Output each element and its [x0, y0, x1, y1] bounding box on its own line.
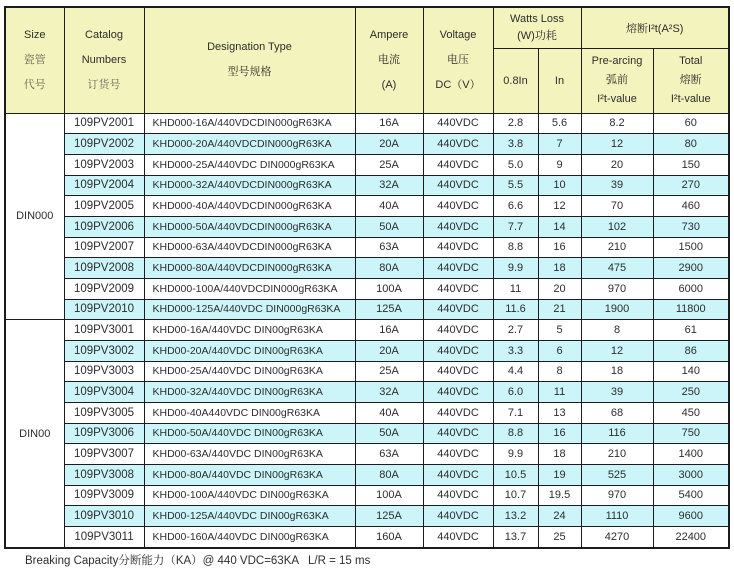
table-row [5, 258, 729, 279]
watts-in-cell: 21 [538, 299, 581, 320]
designation-cell: KHD000-16A/440VDCDIN000gR63KA [144, 113, 355, 134]
catalog-cell: 109PV2004 [64, 175, 144, 196]
prearcing-cell: 12 [581, 134, 653, 155]
col-header-catalog-en1: Catalog [85, 28, 123, 41]
col-header-voltage-en: Voltage [439, 28, 477, 41]
watts-08in-cell: 7.1 [493, 402, 538, 423]
col-header-watts-loss-en: Watts Loss [510, 12, 564, 25]
total-cell: 250 [653, 382, 729, 403]
total-cell: 750 [653, 423, 729, 444]
ampere-cell: 100A [355, 278, 423, 299]
ampere-cell: 32A [355, 175, 423, 196]
total-cell: 80 [653, 134, 729, 155]
total-cell: 3000 [653, 464, 729, 485]
prearcing-cell: 1110 [581, 506, 653, 527]
watts-in-cell: 5 [538, 320, 581, 341]
col-header-prearcing [581, 48, 653, 113]
prearcing-cell: 4270 [581, 526, 653, 548]
designation-cell: KHD000-63A/440VDCDIN000gR63KA [144, 237, 355, 258]
ampere-cell: 63A [355, 444, 423, 465]
catalog-cell: 109PV2005 [64, 196, 144, 217]
watts-in-cell: 20 [538, 278, 581, 299]
table-row [5, 526, 729, 548]
col-header-designation-cn: 型号规格 [227, 66, 272, 79]
ampere-cell: 125A [355, 506, 423, 527]
watts-in-cell: 13 [538, 402, 581, 423]
table-row [5, 382, 729, 403]
ampere-cell: 50A [355, 216, 423, 237]
designation-cell: KHD000-80A/440VDCDIN000gR63KA [144, 258, 355, 279]
voltage-cell: 440VDC [423, 154, 493, 175]
col-header-total-value: I²t-value [670, 93, 711, 105]
voltage-cell: 440VDC [423, 320, 493, 341]
designation-cell: KHD000-100A/440VDCDIN000gR63KA [144, 278, 355, 299]
catalog-cell: 109PV3008 [64, 464, 144, 485]
breaking-capacity-note: Breaking Capacity分断能力（KA）@ 440 VDC=63KA L/R = 15 ms [25, 555, 371, 567]
ampere-cell: 63A [355, 237, 423, 258]
col-header-voltage-cn: 电压 [447, 53, 469, 66]
watts-08in-cell: 10.7 [493, 485, 538, 506]
table-row [5, 506, 729, 527]
watts-in-cell: 9 [538, 154, 581, 175]
watts-in-cell: 11 [538, 382, 581, 403]
col-header-watts-loss-cn: (W)功耗 [517, 29, 557, 42]
size-cell: DIN00 [5, 320, 64, 548]
watts-in-cell: 24 [538, 506, 581, 527]
total-cell: 6000 [653, 278, 729, 299]
col-header-i2t-group: 熔断I²t(A²S) [581, 7, 729, 48]
group-0 [5, 113, 729, 320]
ampere-cell: 25A [355, 154, 423, 175]
designation-cell: KHD000-25A/440VDC DIN000gR63KA [144, 154, 355, 175]
catalog-cell: 109PV3006 [64, 423, 144, 444]
designation-cell: KHD000-125A/440VDC DIN000gR63KA [144, 299, 355, 320]
table-header [5, 7, 729, 113]
designation-cell: KHD000-40A/440VDCDIN000gR63KA [144, 196, 355, 217]
table-row [5, 134, 729, 155]
total-cell: 9600 [653, 506, 729, 527]
watts-08in-cell: 9.9 [493, 444, 538, 465]
col-header-ampere-en: Ampere [369, 28, 409, 41]
catalog-cell: 109PV3001 [64, 320, 144, 341]
table-row [5, 361, 729, 382]
watts-in-cell: 12 [538, 196, 581, 217]
total-cell: 730 [653, 216, 729, 237]
prearcing-cell: 475 [581, 258, 653, 279]
ampere-cell: 16A [355, 113, 423, 134]
designation-cell: KHD00-100A/440VDC DIN00gR63KA [144, 485, 355, 506]
voltage-cell: 440VDC [423, 444, 493, 465]
fuse-spec-table [4, 6, 730, 549]
watts-in-cell: 18 [538, 258, 581, 279]
voltage-cell: 440VDC [423, 299, 493, 320]
designation-cell: KHD000-20A/440VDCDIN000gR63KA [144, 134, 355, 155]
watts-in-cell: 14 [538, 216, 581, 237]
total-cell: 5400 [653, 485, 729, 506]
total-cell: 86 [653, 340, 729, 361]
prearcing-cell: 12 [581, 340, 653, 361]
col-header-ampere-cn: 电流 [378, 53, 400, 66]
designation-cell: KHD00-20A/440VDC DIN00gR63KA [144, 340, 355, 361]
total-cell: 140 [653, 361, 729, 382]
watts-08in-cell: 11.6 [493, 299, 538, 320]
prearcing-cell: 8 [581, 320, 653, 341]
ampere-cell: 80A [355, 258, 423, 279]
ampere-cell: 100A [355, 485, 423, 506]
voltage-cell: 440VDC [423, 506, 493, 527]
voltage-cell: 440VDC [423, 382, 493, 403]
ampere-cell: 16A [355, 320, 423, 341]
watts-08in-cell: 6.6 [493, 196, 538, 217]
col-header-ampere [355, 7, 423, 113]
table-row [5, 320, 729, 341]
total-cell: 22400 [653, 526, 729, 548]
designation-cell: KHD00-160A/440VDC DIN00gR63KA [144, 526, 355, 548]
prearcing-cell: 970 [581, 485, 653, 506]
catalog-cell: 109PV2008 [64, 258, 144, 279]
total-cell: 2900 [653, 258, 729, 279]
col-header-designation-en: Designation Type [207, 41, 292, 54]
voltage-cell: 440VDC [423, 113, 493, 134]
designation-cell: KHD00-40A440VDC DIN00gR63KA [144, 402, 355, 423]
prearcing-cell: 210 [581, 237, 653, 258]
voltage-cell: 440VDC [423, 464, 493, 485]
col-header-voltage-unit: DC（V） [435, 78, 481, 91]
voltage-cell: 440VDC [423, 340, 493, 361]
catalog-cell: 109PV3004 [64, 382, 144, 403]
watts-08in-cell: 5.0 [493, 154, 538, 175]
prearcing-cell: 210 [581, 444, 653, 465]
watts-in-cell: 6 [538, 340, 581, 361]
ampere-cell: 40A [355, 402, 423, 423]
voltage-cell: 440VDC [423, 237, 493, 258]
table-row [5, 444, 729, 465]
watts-in-cell: 19.5 [538, 485, 581, 506]
catalog-cell: 109PV2003 [64, 154, 144, 175]
watts-08in-cell: 13.2 [493, 506, 538, 527]
watts-in-cell: 7 [538, 134, 581, 155]
watts-08in-cell: 2.7 [493, 320, 538, 341]
total-cell: 11800 [653, 299, 729, 320]
watts-in-cell: 16 [538, 423, 581, 444]
watts-08in-cell: 3.8 [493, 134, 538, 155]
watts-in-cell: 19 [538, 464, 581, 485]
designation-cell: KHD00-50A/440VDC DIN00gR63KA [144, 423, 355, 444]
watts-in-cell: 18 [538, 444, 581, 465]
col-header-ampere-unit: (A) [381, 78, 397, 91]
watts-08in-cell: 8.8 [493, 237, 538, 258]
ampere-cell: 160A [355, 526, 423, 548]
prearcing-cell: 20 [581, 154, 653, 175]
total-cell: 450 [653, 402, 729, 423]
catalog-cell: 109PV3003 [64, 361, 144, 382]
catalog-cell: 109PV3002 [64, 340, 144, 361]
table-row [5, 154, 729, 175]
total-cell: 460 [653, 196, 729, 217]
watts-08in-cell: 4.4 [493, 361, 538, 382]
prearcing-cell: 70 [581, 196, 653, 217]
col-header-voltage [423, 7, 493, 113]
prearcing-cell: 39 [581, 382, 653, 403]
watts-08in-cell: 8.8 [493, 423, 538, 444]
voltage-cell: 440VDC [423, 278, 493, 299]
ampere-cell: 125A [355, 299, 423, 320]
designation-cell: KHD00-125A/440VDC DIN00gR63KA [144, 506, 355, 527]
watts-08in-cell: 3.3 [493, 340, 538, 361]
voltage-cell: 440VDC [423, 485, 493, 506]
col-header-size-cn1: 瓷管 [23, 53, 46, 66]
table-row [5, 237, 729, 258]
catalog-cell: 109PV2007 [64, 237, 144, 258]
prearcing-cell: 8.2 [581, 113, 653, 134]
total-cell: 61 [653, 320, 729, 341]
col-header-catalog [64, 7, 144, 113]
ampere-cell: 20A [355, 134, 423, 155]
col-header-catalog-en2: Numbers [81, 53, 127, 66]
voltage-cell: 440VDC [423, 361, 493, 382]
table-row [5, 299, 729, 320]
group-1 [5, 320, 729, 548]
col-header-total [653, 48, 729, 113]
catalog-cell: 109PV2010 [64, 299, 144, 320]
prearcing-cell: 18 [581, 361, 653, 382]
designation-cell: KHD00-32A/440VDC DIN00gR63KA [144, 382, 355, 403]
col-header-designation [144, 7, 355, 113]
voltage-cell: 440VDC [423, 258, 493, 279]
voltage-cell: 440VDC [423, 134, 493, 155]
prearcing-cell: 116 [581, 423, 653, 444]
watts-08in-cell: 2.8 [493, 113, 538, 134]
designation-cell: KHD000-32A/440VDCDIN000gR63KA [144, 175, 355, 196]
ampere-cell: 80A [355, 464, 423, 485]
total-cell: 1500 [653, 237, 729, 258]
voltage-cell: 440VDC [423, 526, 493, 548]
col-header-total-cn: 熔断 [679, 74, 702, 86]
col-header-size-cn2: 代号 [23, 78, 46, 91]
catalog-cell: 109PV3009 [64, 485, 144, 506]
watts-in-cell: 25 [538, 526, 581, 548]
ampere-cell: 20A [355, 340, 423, 361]
catalog-cell: 109PV2001 [64, 113, 144, 134]
col-header-prearcing-en: Pre-arcing [591, 55, 643, 67]
watts-in-cell: 16 [538, 237, 581, 258]
ampere-cell: 50A [355, 423, 423, 444]
col-header-size [5, 7, 64, 113]
designation-cell: KHD00-80A/440VDC DIN00gR63KA [144, 464, 355, 485]
watts-08in-cell: 7.7 [493, 216, 538, 237]
watts-08in-cell: 9.9 [493, 258, 538, 279]
prearcing-cell: 68 [581, 402, 653, 423]
col-header-prearcing-cn: 弧前 [606, 74, 628, 86]
col-header-total-en: Total [679, 55, 703, 67]
voltage-cell: 440VDC [423, 423, 493, 444]
catalog-cell: 109PV3011 [64, 526, 144, 548]
watts-08in-cell: 5.5 [493, 175, 538, 196]
table-row [5, 402, 729, 423]
table-row [5, 423, 729, 444]
total-cell: 150 [653, 154, 729, 175]
catalog-cell: 109PV2009 [64, 278, 144, 299]
watts-in-cell: 10 [538, 175, 581, 196]
prearcing-cell: 102 [581, 216, 653, 237]
designation-cell: KHD00-16A/440VDC DIN00gR63KA [144, 320, 355, 341]
watts-08in-cell: 6.0 [493, 382, 538, 403]
ampere-cell: 25A [355, 361, 423, 382]
table-row [5, 175, 729, 196]
col-header-watts-in: In [538, 48, 581, 113]
table-row [5, 113, 729, 134]
table-row [5, 464, 729, 485]
prearcing-cell: 39 [581, 175, 653, 196]
designation-cell: KHD00-63A/440VDC DIN00gR63KA [144, 444, 355, 465]
designation-cell: KHD00-25A/440VDC DIN00gR63KA [144, 361, 355, 382]
col-header-size-en: Size [24, 28, 46, 41]
prearcing-cell: 970 [581, 278, 653, 299]
total-cell: 1400 [653, 444, 729, 465]
catalog-cell: 109PV3010 [64, 506, 144, 527]
watts-in-cell: 8 [538, 361, 581, 382]
ampere-cell: 32A [355, 382, 423, 403]
table-row [5, 340, 729, 361]
table-row [5, 278, 729, 299]
catalog-cell: 109PV2002 [64, 134, 144, 155]
watts-in-cell: 5.6 [538, 113, 581, 134]
col-header-prearcing-value: I²t-value [597, 93, 637, 105]
watts-08in-cell: 11 [493, 278, 538, 299]
voltage-cell: 440VDC [423, 216, 493, 237]
table-row [5, 216, 729, 237]
col-header-watts-08in: 0.8In [493, 48, 538, 113]
catalog-cell: 109PV3007 [64, 444, 144, 465]
total-cell: 270 [653, 175, 729, 196]
designation-cell: KHD000-50A/440VDCDIN000gR63KA [144, 216, 355, 237]
prearcing-cell: 1900 [581, 299, 653, 320]
col-header-watts-loss-group [493, 7, 581, 48]
watts-08in-cell: 13.7 [493, 526, 538, 548]
table-row [5, 485, 729, 506]
prearcing-cell: 525 [581, 464, 653, 485]
watts-08in-cell: 10.5 [493, 464, 538, 485]
table-row [5, 196, 729, 217]
voltage-cell: 440VDC [423, 196, 493, 217]
size-cell: DIN000 [5, 113, 64, 320]
catalog-cell: 109PV2006 [64, 216, 144, 237]
col-header-catalog-cn: 订货号 [87, 78, 121, 91]
catalog-cell: 109PV3005 [64, 402, 144, 423]
voltage-cell: 440VDC [423, 175, 493, 196]
total-cell: 60 [653, 113, 729, 134]
ampere-cell: 40A [355, 196, 423, 217]
voltage-cell: 440VDC [423, 402, 493, 423]
